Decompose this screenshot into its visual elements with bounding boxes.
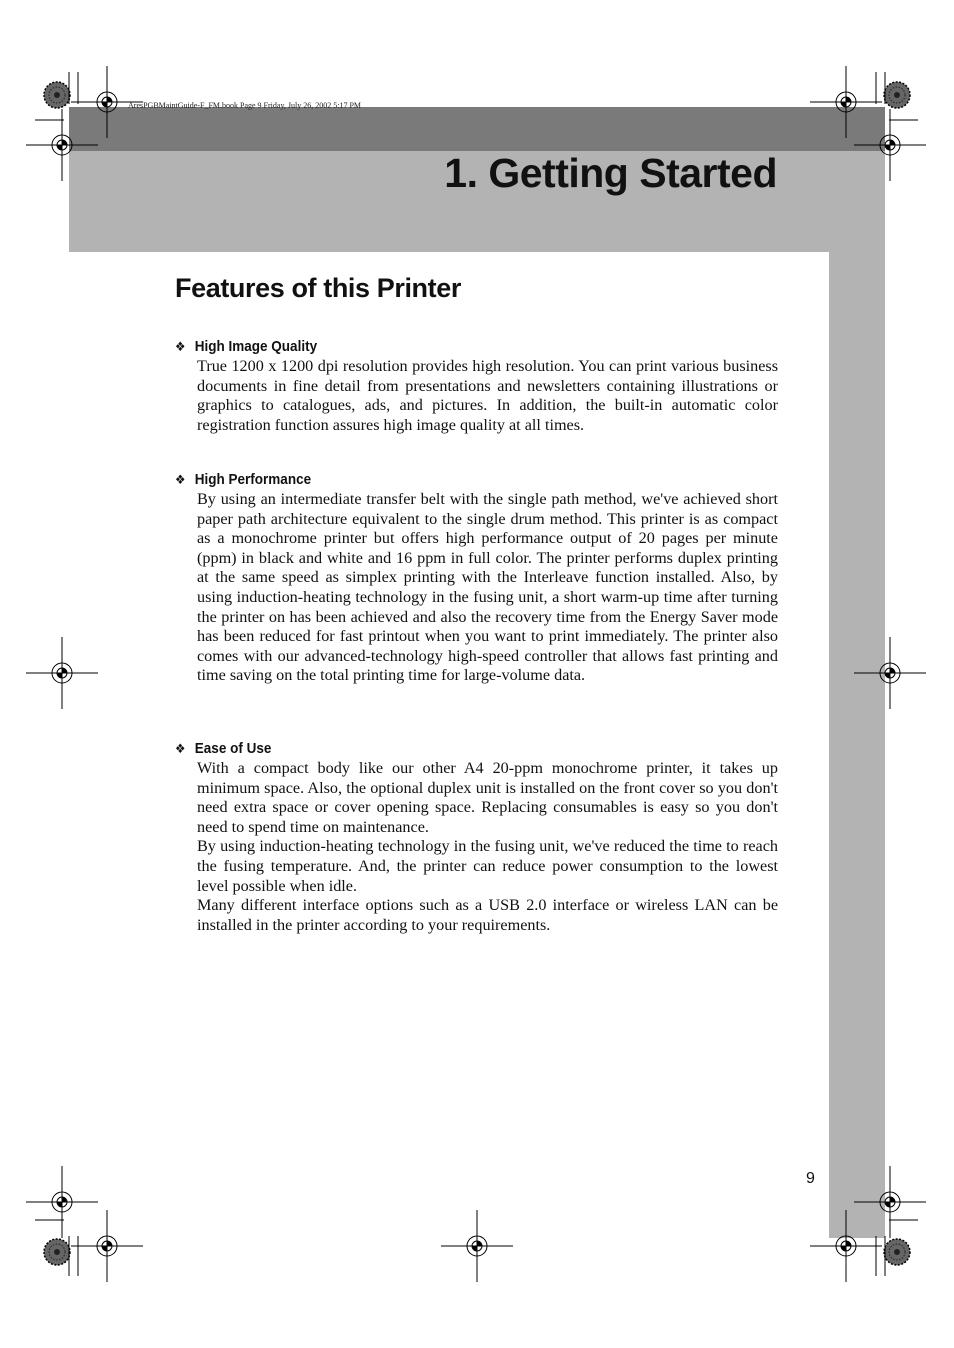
registration-mark-bottom-left — [71, 1210, 143, 1282]
registration-mark-middle-left — [26, 637, 98, 709]
star-target-bottom-right — [884, 1239, 910, 1265]
registration-mark-top-right — [810, 66, 882, 138]
page-number: 9 — [806, 1170, 815, 1187]
registration-mark-bottom-center — [441, 1210, 513, 1282]
diamond-bullet-icon: ❖ — [175, 741, 186, 756]
diamond-bullet-icon: ❖ — [175, 472, 186, 487]
star-target-top-left — [44, 82, 70, 108]
feature-heading-text: High Image Quality — [194, 338, 318, 355]
feature-paragraph: True 1200 x 1200 dpi resolution provides high resolution. You can print various business documents in fine detail from presentations and newsletters containing illustrations or graphics to catalogues, ads, and pictures. In addition, the built-in automatic color registration function assures high image quality at all times. — [197, 357, 778, 434]
star-target-bottom-left — [44, 1239, 70, 1265]
registration-mark-middle-right — [854, 637, 926, 709]
feature-paragraph: Many different interface options such as a USB 2.0 interface or wireless LAN can be installed in the printer according to your requirements. — [197, 896, 778, 934]
section-title: Features of this Printer — [175, 273, 461, 303]
feature-paragraph: By using an intermediate transfer belt with the single path method, we've achieved short paper path architecture equivalent to the single drum method. This printer is as compact as a monochrome printer but offers high performance output of 20 pages per minute (ppm) in black and white and 16 ppm in full color. The printer performs duplex printing at the same speed as simplex printing with the Interleave function installed. Also, by using induction-heating technology in the fusing unit, a short warm-up time after turning the printer on has been achieved and also the recovery time from the Energy Saver mode has been reduced for fast printout when you want to print immediately. The printer also comes with our advanced-technology high-speed controller that allows fast printing and time saving on the total printing time for large-volume data. — [197, 490, 778, 685]
feature-heading-text: Ease of Use — [194, 740, 272, 757]
feature-heading — [175, 470, 718, 490]
registration-mark-right-lower — [854, 1166, 926, 1238]
feature-heading — [175, 739, 718, 759]
chapter-title: 1. Getting Started — [444, 150, 777, 196]
feature-high-image-quality — [175, 337, 778, 435]
feature-paragraph: With a compact body like our other A4 20-ppm monochrome printer, it takes up minimum space. Also, the optional duplex unit is installed on the front cover so you don't need extra space or cover opening space. Replacing consumables is easy so you don't need to spend time on maintenance. — [197, 759, 778, 836]
feature-heading-text: High Performance — [194, 471, 312, 488]
print-slug: AresPGBMaintGuide-F_FM.book Page 9 Friday, July 26, 2002 5:17 PM — [128, 101, 362, 110]
registration-mark-left-lower — [26, 1166, 98, 1238]
diamond-bullet-icon: ❖ — [175, 339, 186, 354]
feature-ease-of-use — [175, 739, 778, 935]
feature-paragraph: By using induction-heating technology in the fusing unit, we've reduced the time to reach the fusing temperature. And, the printer can reduce power consumption to the lowest level possible when idle. — [197, 837, 778, 895]
feature-heading — [175, 337, 718, 357]
feature-high-performance — [175, 470, 778, 686]
registration-mark-bottom-right — [810, 1210, 882, 1282]
star-target-top-right — [884, 82, 910, 108]
